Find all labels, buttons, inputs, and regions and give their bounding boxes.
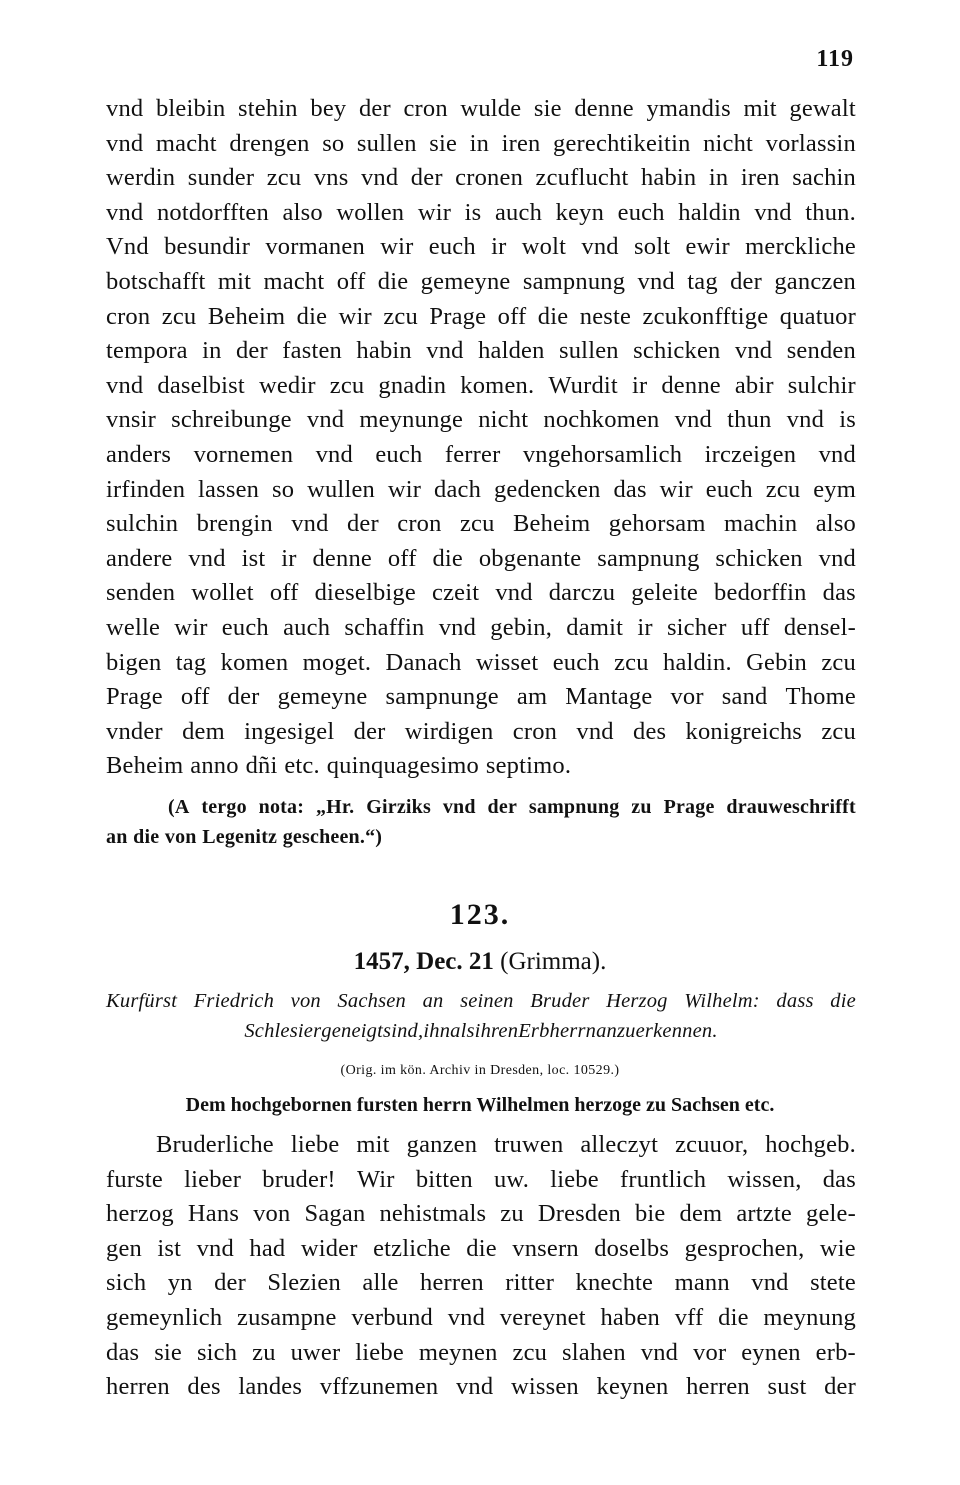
archive-source: (Orig. im kön. Archiv in Dresden, loc. 10529.)	[340, 1063, 620, 1078]
letter-text-block	[106, 1128, 856, 1405]
main-text-line: tempora in der fasten habin vnd halden sullen schicken vnd senden	[106, 337, 856, 365]
letter-text-line: herzog Hans von Sagan nehistmals zu Dresden bie dem artzte gele-	[106, 1200, 856, 1228]
main-text-line: vnd daselbist wedir zcu gnadin komen. Wurdit ir denne abir sulchir	[106, 371, 856, 399]
letter-text-line: das sie sich zu uwer liebe meynen zcu slahen vnd vor eynen erb-	[106, 1338, 856, 1366]
main-text-line: senden wollet off dieselbige czeit vnd darczu geleite bedorffin das	[106, 579, 856, 607]
letter-text-line: gen ist vnd had wider etzliche die vnsern doselbs gesprochen, wie	[106, 1234, 856, 1262]
main-text-line: vnd notdorfften also wollen wir is auch keyn euch haldin vnd thun.	[106, 198, 856, 226]
main-text-line: vnsir schreibunge vnd meynunge nicht nochkomen vnd thun vnd is	[106, 406, 856, 434]
note-text-line: (A tergo nota: „Hr. Girziks vnd der sampnung zu Prage drauweschrifft	[168, 796, 856, 818]
letter-text-line: furste lieber bruder! Wir bitten uw. liebe fruntlich wissen, das	[106, 1165, 856, 1193]
letter-text-line: gemeynlich zusampne verbund vnd vereynet haben vff die meynung	[106, 1303, 856, 1331]
document-number: 123.	[449, 898, 511, 931]
letter-address: Dem hochgebornen fursten herrn Wilhelmen herzoge zu Sachsen etc.	[185, 1094, 775, 1116]
main-text-line: vnder dem ingesigel der wirdigen cron vnd des konigreichs zcu	[106, 717, 856, 745]
summary-text-line: Kurfürst Friedrich von Sachsen an seinen Bruder Herzog Wilhelm: dass die	[106, 990, 856, 1012]
main-text-line: werdin sunder zcu vns vnd der cronen zcuflucht habin in iren sachin	[106, 164, 856, 192]
note-text-line: an die von Legenitz gescheen.“)	[106, 826, 383, 848]
summary-text-line: Schlesier geneigt sind, ihn als ihren Erbherrn anzuerkennen.	[244, 1020, 718, 1042]
main-text-line: Vnd besundir vormanen wir euch ir wolt vnd solt ewir merckliche	[106, 233, 856, 261]
main-text-line: andere vnd ist ir denne off die obgenante sampnung schicken vnd	[106, 544, 856, 572]
main-text-line: bigen tag komen moget. Danach wisset euch zcu haldin. Gebin zcu	[106, 648, 856, 676]
dorsal-note	[106, 792, 856, 852]
document-summary	[106, 986, 856, 1046]
letter-text-line: sich yn der Slezien alle herren ritter knechte mann vnd stete	[106, 1269, 856, 1297]
main-text-line: cron zcu Beheim die wir zcu Prage off die neste zcukonfftige quatuor	[106, 302, 856, 330]
document-date-year-day: 1457, Dec. 21	[353, 948, 494, 975]
main-text-line: vnd macht drengen so sullen sie in iren gerechtikeitin nicht vorlassin	[106, 129, 856, 157]
main-text-line: Beheim anno dñi etc. quinquagesimo septimo.	[106, 752, 572, 780]
main-text-block	[106, 92, 856, 784]
main-text-line: anders vornemen vnd euch ferrer vngehorsamlich irczeigen vnd	[106, 440, 856, 468]
main-text-line: botschafft mit macht off die gemeyne sampnung vnd tag der ganczen	[106, 267, 856, 295]
document-date	[0, 948, 960, 976]
document-date-place: (Grimma).	[500, 948, 607, 975]
letter-text-line: Bruderliche liebe mit ganzen truwen alleczyt zcuuor, hochgeb.	[156, 1131, 856, 1158]
main-text-line: Prage off der gemeyne sampnunge am Mantage vor sand Thome	[106, 683, 856, 711]
letter-text-line: herren des landes vffzunemen vnd wissen keynen herren sust der	[106, 1373, 856, 1401]
main-text-line: sulchin brengin vnd der cron zcu Beheim gehorsam machin also	[106, 510, 856, 538]
main-text-line: vnd bleibin stehin bey der cron wulde sie denne ymandis mit gewalt	[106, 95, 856, 122]
main-text-line: irfinden lassen so wullen wir dach gedencken das wir euch zcu eym	[106, 475, 856, 503]
page-number: 119	[816, 46, 854, 72]
main-text-line: welle wir euch auch schaffin vnd gebin, damit ir sicher uff densel-	[106, 613, 856, 641]
